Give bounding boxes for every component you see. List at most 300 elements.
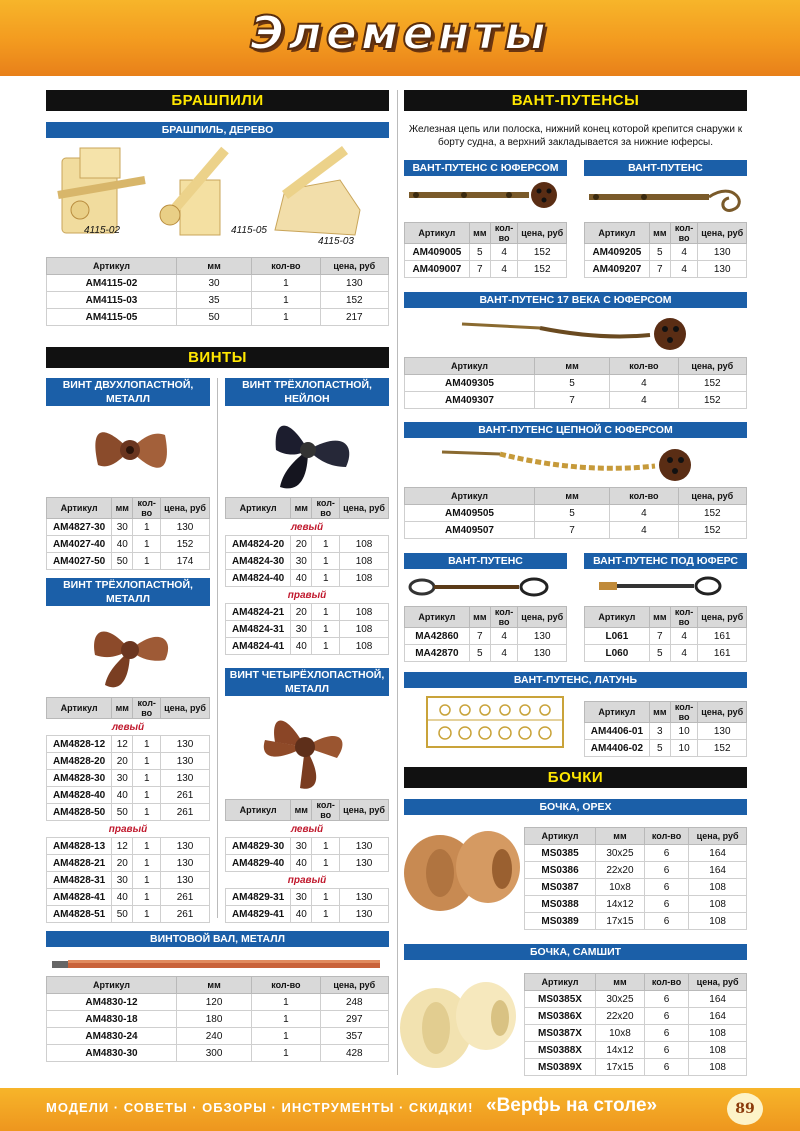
table-header-row	[525, 974, 747, 991]
column-header-qty: кол-во	[610, 358, 678, 375]
column-header-price: цена, руб	[340, 800, 389, 821]
cell-mm: 30	[291, 889, 312, 906]
cell-qty: 4	[490, 628, 518, 645]
cell-article: AM4830-12	[47, 994, 177, 1011]
cell-price: 130	[161, 872, 210, 889]
cell-article: AM409305	[405, 375, 535, 392]
table-row	[47, 736, 210, 753]
table-vant-chain	[404, 487, 747, 539]
cell-mm: 180	[176, 1011, 251, 1028]
cell-qty: 1	[133, 736, 161, 753]
column-header-art: Артикул	[47, 698, 112, 719]
cell-price: 108	[340, 638, 389, 655]
cell-qty: 1	[133, 536, 161, 553]
table-row	[525, 896, 747, 913]
cell-mm: 120	[176, 994, 251, 1011]
cell-qty: 6	[644, 913, 688, 930]
column-header-art: Артикул	[226, 498, 291, 519]
column-header-mm: мм	[291, 800, 312, 821]
table-barrel-walnut	[524, 827, 747, 930]
column-header-mm: мм	[291, 498, 312, 519]
cell-qty: 1	[133, 906, 161, 923]
caption-4115-02: 4115-02	[84, 225, 120, 236]
cell-article: AM4828-21	[47, 855, 112, 872]
subsection-vant-yufers: ВАНТ-ПУТЕНС С ЮФЕРСОМ	[404, 160, 567, 176]
cell-price: 130	[161, 838, 210, 855]
cell-mm: 5	[649, 244, 670, 261]
column-header-mm: мм	[112, 698, 133, 719]
subsection-vant-chain: ВАНТ-ПУТЕНС ЦЕПНОЙ С ЮФЕРСОМ	[404, 422, 747, 438]
column-header-qty: кол-во	[133, 498, 161, 519]
cell-article: AM4829-41	[226, 906, 291, 923]
cell-qty: 1	[312, 621, 340, 638]
cell-price: 130	[698, 261, 747, 278]
cell-mm: 30	[291, 838, 312, 855]
cell-qty: 1	[252, 994, 320, 1011]
table-row	[405, 505, 747, 522]
table-header-row	[226, 800, 389, 821]
cell-price: 130	[161, 770, 210, 787]
column-header-qty: кол-во	[252, 977, 320, 994]
cell-price: 152	[678, 392, 746, 409]
table-row	[47, 770, 210, 787]
cell-price: 161	[698, 645, 747, 662]
cell-mm: 240	[176, 1028, 251, 1045]
cell-price: 164	[689, 991, 747, 1008]
vant-plain-image	[584, 180, 747, 220]
cell-article: MA42860	[405, 628, 470, 645]
cell-mm: 20	[291, 604, 312, 621]
cell-mm: 7	[649, 261, 670, 278]
cell-price: 217	[320, 309, 388, 326]
four-blade-metal-propeller-image	[245, 700, 365, 795]
cell-article: L060	[585, 645, 650, 662]
cell-price: 152	[161, 536, 210, 553]
section-title-vant: ВАНТ-ПУТЕНСЫ	[404, 90, 747, 111]
group-label: правый	[226, 587, 389, 604]
cell-article: AM4115-05	[47, 309, 177, 326]
cell-qty: 1	[312, 570, 340, 587]
table-vant-yufers	[404, 222, 567, 278]
table-row	[47, 804, 210, 821]
cell-price: 152	[320, 292, 388, 309]
subsection-vant-brass: ВАНТ-ПУТЕНС, ЛАТУНЬ	[404, 672, 747, 688]
column-header-art: Артикул	[226, 800, 291, 821]
cell-qty: 1	[133, 553, 161, 570]
table-row	[47, 906, 210, 923]
cell-article: MS0387	[525, 879, 596, 896]
cell-qty: 6	[644, 1059, 688, 1076]
table-row	[226, 889, 389, 906]
cell-qty: 1	[312, 906, 340, 923]
cell-mm: 20	[291, 536, 312, 553]
cell-article: MS0389X	[525, 1059, 596, 1076]
cell-price: 164	[689, 862, 747, 879]
cell-mm: 5	[469, 244, 490, 261]
cell-mm: 40	[291, 570, 312, 587]
table-header-row	[47, 258, 389, 275]
column-header-art: Артикул	[525, 974, 596, 991]
cell-price: 130	[698, 723, 747, 740]
subsection-vant-under: ВАНТ-ПУТЕНС ПОД ЮФЕРС	[584, 553, 747, 569]
table-header-row	[405, 358, 747, 375]
cell-article: AM4828-50	[47, 804, 112, 821]
table-vant-17	[404, 357, 747, 409]
column-header-mm: мм	[534, 358, 609, 375]
cell-qty: 1	[252, 309, 320, 326]
column-header-art: Артикул	[47, 258, 177, 275]
column-header-qty: кол-во	[610, 488, 678, 505]
cell-price: 130	[340, 855, 389, 872]
cell-article: MS0385X	[525, 991, 596, 1008]
table-row	[525, 879, 747, 896]
table-header-row	[525, 828, 747, 845]
cell-article: AM4115-03	[47, 292, 177, 309]
column-header-qty: кол-во	[670, 702, 698, 723]
cell-qty: 6	[644, 896, 688, 913]
column-header-price: цена, руб	[698, 607, 747, 628]
table-header-row	[405, 488, 747, 505]
cell-article: AM4824-41	[226, 638, 291, 655]
column-header-art: Артикул	[525, 828, 596, 845]
cell-article: AM4828-12	[47, 736, 112, 753]
cell-article: AM4828-20	[47, 753, 112, 770]
table-row	[525, 1008, 747, 1025]
cell-qty: 6	[644, 879, 688, 896]
cell-price: 108	[689, 896, 747, 913]
table-row	[47, 838, 210, 855]
section-title-vinty: ВИНТЫ	[46, 347, 389, 368]
column-header-price: цена, руб	[689, 974, 747, 991]
cell-article: AM4406-01	[585, 723, 650, 740]
cell-qty: 1	[133, 872, 161, 889]
subsection-three-nylon: ВИНТ ТРЁХЛОПАСТНОЙ, НЕЙЛОН	[225, 378, 389, 406]
cell-qty: 1	[252, 275, 320, 292]
cell-price: 248	[320, 994, 388, 1011]
cell-mm: 40	[291, 855, 312, 872]
table-row	[47, 994, 389, 1011]
cell-article: MS0387X	[525, 1025, 596, 1042]
cell-article: AM409507	[405, 522, 535, 539]
cell-price: 152	[698, 740, 747, 757]
propeller-shaft-image	[50, 956, 385, 972]
cell-qty: 4	[670, 244, 698, 261]
table-row	[47, 1028, 389, 1045]
table-row	[47, 536, 210, 553]
column-header-mm: мм	[596, 828, 645, 845]
table-row	[47, 1045, 389, 1062]
cell-price: 161	[698, 628, 747, 645]
cell-qty: 6	[644, 862, 688, 879]
cell-mm: 40	[112, 536, 133, 553]
cell-article: AM4027-50	[47, 553, 112, 570]
cell-price: 130	[161, 736, 210, 753]
table-row	[525, 991, 747, 1008]
table-three-nylon	[225, 497, 389, 655]
cell-mm: 17x15	[596, 1059, 645, 1076]
table-row	[226, 536, 389, 553]
column-header-art: Артикул	[405, 488, 535, 505]
cell-article: MS0386	[525, 862, 596, 879]
page-number: 89	[727, 1093, 763, 1125]
cell-mm: 35	[176, 292, 251, 309]
subsection-brashpil-wood: БРАШПИЛЬ, ДЕРЕВО	[46, 122, 389, 138]
cell-qty: 1	[312, 889, 340, 906]
cell-mm: 12	[112, 736, 133, 753]
cell-mm: 14x12	[596, 896, 645, 913]
table-barrel-boxwood	[524, 973, 747, 1076]
column-header-mm: мм	[112, 498, 133, 519]
table-row	[405, 375, 747, 392]
cell-price: 130	[161, 519, 210, 536]
cell-mm: 30x25	[596, 991, 645, 1008]
cell-mm: 17x15	[596, 913, 645, 930]
cell-qty: 4	[610, 375, 678, 392]
column-header-price: цена, руб	[678, 358, 746, 375]
cell-price: 108	[689, 879, 747, 896]
cell-price: 164	[689, 845, 747, 862]
cell-price: 152	[678, 375, 746, 392]
cell-qty: 10	[670, 723, 698, 740]
cell-qty: 1	[252, 1028, 320, 1045]
cell-price: 130	[518, 628, 567, 645]
cell-qty: 1	[312, 638, 340, 655]
page-title: Элементы	[250, 6, 550, 60]
cell-mm: 30	[176, 275, 251, 292]
cell-qty: 6	[644, 1008, 688, 1025]
table-row	[525, 1025, 747, 1042]
cell-article: AM409007	[405, 261, 470, 278]
cell-price: 130	[320, 275, 388, 292]
table-row	[47, 519, 210, 536]
column-header-qty: кол-во	[670, 223, 698, 244]
cell-price: 297	[320, 1011, 388, 1028]
column-header-mm: мм	[469, 607, 490, 628]
column-divider-inner	[217, 378, 218, 918]
cell-price: 130	[518, 645, 567, 662]
column-header-art: Артикул	[585, 607, 650, 628]
cell-mm: 50	[112, 906, 133, 923]
column-header-mm: мм	[649, 702, 670, 723]
column-header-price: цена, руб	[698, 223, 747, 244]
cell-article: AM4406-02	[585, 740, 650, 757]
cell-price: 152	[678, 522, 746, 539]
table-row	[47, 889, 210, 906]
subsection-vant-plain-2: ВАНТ-ПУТЕНС	[404, 553, 567, 569]
table-row	[47, 1011, 389, 1028]
cell-mm: 40	[112, 787, 133, 804]
table-row	[405, 261, 567, 278]
table-row	[585, 628, 747, 645]
cell-price: 130	[340, 838, 389, 855]
table-row	[405, 392, 747, 409]
walnut-barrel-image	[400, 825, 525, 915]
cell-qty: 4	[670, 645, 698, 662]
three-blade-metal-propeller-image	[75, 605, 185, 695]
group-row	[226, 587, 389, 604]
column-header-price: цена, руб	[161, 698, 210, 719]
table-row	[585, 645, 747, 662]
column-header-qty: кол-во	[312, 800, 340, 821]
table-row	[525, 845, 747, 862]
page-header	[0, 0, 800, 76]
column-header-price: цена, руб	[689, 828, 747, 845]
cell-article: MS0386X	[525, 1008, 596, 1025]
cell-article: AM4828-41	[47, 889, 112, 906]
vant-brass-image	[425, 695, 565, 750]
cell-mm: 10x8	[596, 1025, 645, 1042]
cell-mm: 50	[112, 553, 133, 570]
cell-mm: 30	[112, 519, 133, 536]
cell-price: 152	[678, 505, 746, 522]
cell-article: AM4829-40	[226, 855, 291, 872]
column-header-mm: мм	[534, 488, 609, 505]
cell-qty: 6	[644, 845, 688, 862]
cell-qty: 6	[644, 1042, 688, 1059]
group-row	[47, 821, 210, 838]
cell-qty: 4	[490, 261, 518, 278]
cell-article: MS0388X	[525, 1042, 596, 1059]
cell-qty: 1	[252, 292, 320, 309]
table-row	[47, 872, 210, 889]
cell-article: MA42870	[405, 645, 470, 662]
cell-qty: 1	[133, 838, 161, 855]
column-header-qty: кол-во	[252, 258, 320, 275]
table-row	[47, 753, 210, 770]
cell-article: AM4824-21	[226, 604, 291, 621]
cell-article: AM4830-18	[47, 1011, 177, 1028]
cell-mm: 50	[112, 804, 133, 821]
cell-article: AM409207	[585, 261, 650, 278]
page-footer	[0, 1088, 800, 1131]
cell-mm: 5	[649, 645, 670, 662]
cell-price: 261	[161, 787, 210, 804]
table-row	[226, 621, 389, 638]
cell-mm: 22x20	[596, 862, 645, 879]
subsection-two-blade: ВИНТ ДВУХЛОПАСТНОЙ, МЕТАЛЛ	[46, 378, 210, 406]
cell-mm: 5	[534, 375, 609, 392]
cell-qty: 1	[312, 838, 340, 855]
cell-mm: 30	[112, 770, 133, 787]
column-header-price: цена, руб	[340, 498, 389, 519]
group-label: левый	[226, 519, 389, 536]
table-header-row	[47, 977, 389, 994]
cell-price: 108	[340, 604, 389, 621]
cell-article: AM4829-31	[226, 889, 291, 906]
cell-mm: 20	[112, 753, 133, 770]
column-header-qty: кол-во	[670, 607, 698, 628]
column-header-price: цена, руб	[678, 488, 746, 505]
vant-under-image	[584, 572, 747, 602]
table-row	[525, 862, 747, 879]
cell-article: AM409205	[585, 244, 650, 261]
cell-article: AM409307	[405, 392, 535, 409]
table-header-row	[585, 223, 747, 244]
cell-article: MS0389	[525, 913, 596, 930]
cell-article: AM4824-40	[226, 570, 291, 587]
cell-price: 108	[340, 536, 389, 553]
boxwood-barrel-image	[398, 978, 523, 1073]
table-header-row	[585, 607, 747, 628]
cell-qty: 1	[312, 604, 340, 621]
cell-mm: 50	[176, 309, 251, 326]
cell-mm: 5	[649, 740, 670, 757]
subsection-shaft: ВИНТОВОЙ ВАЛ, МЕТАЛЛ	[46, 931, 389, 947]
cell-article: AM4828-30	[47, 770, 112, 787]
table-row	[47, 553, 210, 570]
column-header-mm: мм	[649, 607, 670, 628]
table-row	[525, 1042, 747, 1059]
cell-price: 152	[518, 244, 567, 261]
cell-price: 130	[161, 855, 210, 872]
cell-qty: 1	[312, 536, 340, 553]
column-header-art: Артикул	[405, 223, 470, 244]
subsection-three-metal: ВИНТ ТРЁХЛОПАСТНОЙ, МЕТАЛЛ	[46, 578, 210, 606]
cell-article: AM4824-30	[226, 553, 291, 570]
cell-price: 130	[340, 906, 389, 923]
cell-price: 261	[161, 804, 210, 821]
caption-4115-03: 4115-03	[318, 236, 354, 247]
group-label: левый	[226, 821, 389, 838]
cell-price: 130	[340, 889, 389, 906]
column-header-qty: кол-во	[644, 974, 688, 991]
cell-mm: 30	[112, 872, 133, 889]
section-title-bochki: БОЧКИ	[404, 767, 747, 788]
cell-mm: 7	[534, 522, 609, 539]
cell-qty: 4	[490, 244, 518, 261]
cell-qty: 1	[133, 804, 161, 821]
three-blade-nylon-propeller-image	[258, 405, 368, 495]
cell-qty: 1	[133, 855, 161, 872]
table-row	[226, 604, 389, 621]
vant-17-image	[460, 310, 700, 355]
cell-mm: 12	[112, 838, 133, 855]
column-header-mm: мм	[176, 977, 251, 994]
cell-price: 108	[689, 1025, 747, 1042]
cell-mm: 7	[469, 628, 490, 645]
table-row	[47, 292, 389, 309]
table-row	[226, 855, 389, 872]
table-row	[405, 628, 567, 645]
group-row	[226, 872, 389, 889]
cell-price: 164	[689, 1008, 747, 1025]
table-vant-brass	[584, 701, 747, 757]
cell-price: 428	[320, 1045, 388, 1062]
group-label: правый	[226, 872, 389, 889]
cell-qty: 1	[312, 855, 340, 872]
table-row	[47, 787, 210, 804]
cell-qty: 1	[133, 787, 161, 804]
table-vant-under	[584, 606, 747, 662]
cell-qty: 1	[133, 519, 161, 536]
cell-article: AM4027-40	[47, 536, 112, 553]
column-header-qty: кол-во	[490, 223, 518, 244]
subsection-barrel-walnut: БОЧКА, ОРЕХ	[404, 799, 747, 815]
table-header-row	[226, 498, 389, 519]
cell-qty: 4	[670, 261, 698, 278]
column-header-price: цена, руб	[518, 223, 567, 244]
cell-qty: 1	[312, 553, 340, 570]
caption-4115-05: 4115-05	[231, 225, 267, 236]
table-row	[585, 740, 747, 757]
two-blade-propeller-image	[80, 410, 180, 490]
column-header-mm: мм	[596, 974, 645, 991]
table-shaft	[46, 976, 389, 1062]
table-header-row	[47, 698, 210, 719]
column-header-price: цена, руб	[320, 258, 388, 275]
cell-article: AM4115-02	[47, 275, 177, 292]
group-label: правый	[47, 821, 210, 838]
